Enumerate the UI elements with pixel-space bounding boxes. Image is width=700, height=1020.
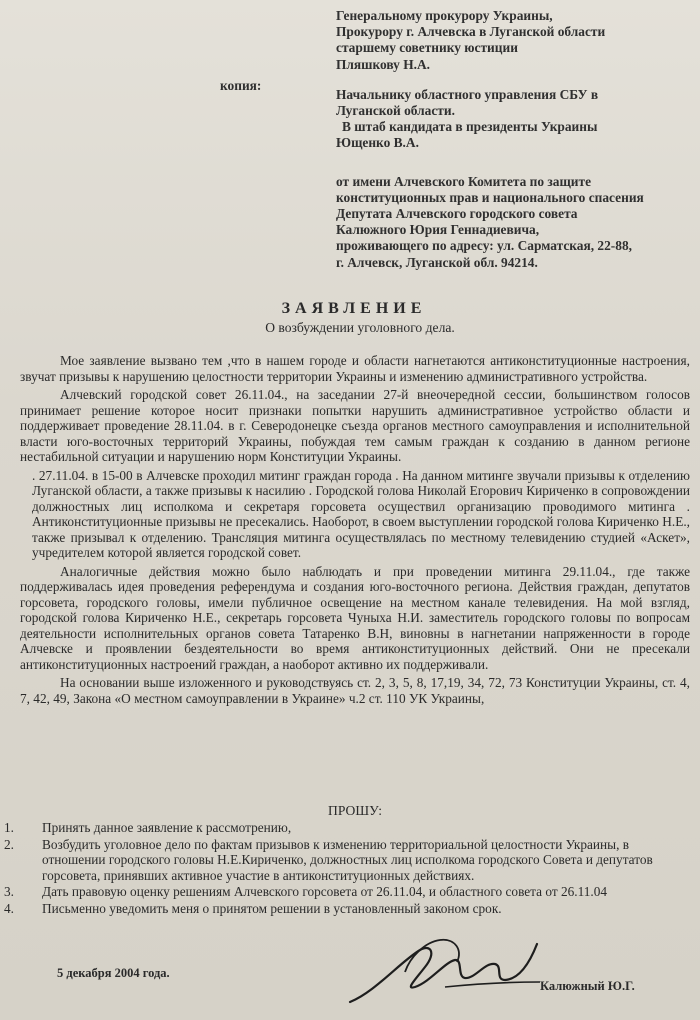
addressee-block <box>336 8 696 271</box>
list-item <box>0 884 680 900</box>
addressee-line: Прокурору г. Алчевска в Луганской области <box>336 24 606 40</box>
list-item <box>0 837 680 884</box>
copy-line: В штаб кандидата в президенты Украины <box>342 119 598 135</box>
body-paragraph: Аналогичные действия можно было наблюдать и при проведении митинга 29.11.04., где также поддерживалась идея проведения референдума и создания юго-восточного региона. Действия граждан, депутатов горсовета, городского головы, имели публичное освещение на местном канале телевидения. На мой взгляд, городской голова Кириченко Н.Е., секретарь горсовета Чуныха Н.И. заместитель городского головы по вопросам деятельности исполнительных органов совета Татаренко В.Н, виновны в нагнетании напряженности в городе Алчевске и проявлении бездеятельности во время антиконституционных действий. Они не пресекали антиконституционных настроений граждан, а наоборот активно их поддерживали. <box>20 563 690 672</box>
list-item <box>0 901 680 917</box>
from-line: проживающего по адресу: ул. Сарматская, 22-88, <box>336 238 632 254</box>
addressee-line: Пляшкову Н.А. <box>336 56 430 72</box>
body-paragraph: . 27.11.04. в 15-00 в Алчевске проходил митинг граждан города . На данном митинге звучали призывы к отделению Луганской области, а также призывы к насилию . Городской голова Николай Егорович Кириченко в сопровождении должностных лиц исполкома и секретаря горсовета осуществил организацию проводимого митинга . Антиконституционные призывы не пресекались. Наоборот, в своем выступлении городской голова Кириченко Н.Е., также призывал к отделению. Трансляция митинга осуществлялась по местному телевидению студией «Аскет», учредителем которой является городской совет. <box>32 467 690 560</box>
copy-line: Начальнику областного управления СБУ в <box>336 86 599 102</box>
addressee-line: Генеральному прокурору Украины, <box>336 8 553 23</box>
list-item-number: 4. <box>4 900 14 916</box>
signer-name: Калюжный Ю.Г. <box>540 979 635 993</box>
handwritten-signature <box>345 932 545 1012</box>
document-body <box>20 353 690 709</box>
from-line: Калюжного Юрия Геннадиевича, <box>336 222 540 238</box>
list-item-number: 2. <box>4 836 14 852</box>
copy-line: Ющенко В.А. <box>336 135 419 151</box>
copy-label: копия: <box>220 78 262 93</box>
list-item <box>0 820 680 836</box>
from-line: от имени Алчевского Комитета по защите <box>336 173 592 189</box>
body-paragraph: На основании выше изложенного и руководствуясь ст. 2, 3, 5, 8, 17,19, 34, 72, 73 Конституции Украины, ст. 4, 7, 42, 49, Закона «О местном самоуправлении в Украине» ч.2 ст. 110 УК Украины, <box>20 675 690 706</box>
body-paragraph: Мое заявление вызвано тем ,что в нашем городе и области нагнетаются антиконституционные настроения, звучат призывы к нарушению целостности территории Украины и изменению административного устройства. <box>20 353 690 384</box>
list-item-text: Принять данное заявление к рассмотрению, <box>42 820 292 835</box>
document-date: 5 декабря 2004 года. <box>57 966 170 980</box>
request-list <box>0 820 680 917</box>
from-line: конституционных прав и национального спасения <box>336 189 644 205</box>
document-title: ЗАЯВЛЕНИЕ <box>281 300 427 317</box>
list-item-text: Возбудить уголовное дело по фактам призывов к изменению территориальной целостности Украины, в отношении городского головы Н.Е.Кириченко, должностных лиц исполкома городского Совета и депутатов горсовета, принявших активное участие в антиконституционных действиях. <box>42 836 653 883</box>
copy-line: Луганской области. <box>336 103 455 119</box>
list-item-number: 3. <box>4 884 14 899</box>
body-paragraph: Алчевский городской совет 26.11.04., на заседании 27-й внеочередной сессии, большинством голосов принимает решение которое носит признаки попытки нарушить административное устройство области и поддерживает проведение 28.11.04. в г. Северодонецке съезда органов местного самоуправления и исполнительной власти юго-восточных территорий Украины, побуждая тем самым граждан к созданию в данном регионе нестабильной ситуации и нарушению норм Конституции Украины. <box>20 387 690 464</box>
from-line: г. Алчевск, Луганской обл. 94214. <box>336 254 538 270</box>
list-item-number: 1. <box>4 820 14 835</box>
request-heading: ПРОШУ: <box>328 803 382 818</box>
list-item-text: Дать правовую оценку решениям Алчевского горсовета от 26.11.04, и областного совета от 26.11.04 <box>42 884 608 899</box>
from-line: Депутата Алчевского городского совета <box>336 206 578 222</box>
document-subtitle: О возбуждении уголовного дела. <box>265 320 455 335</box>
list-item-text: Письменно уведомить меня о принятом решении в установленный законом срок. <box>42 900 502 916</box>
addressee-line: старшему советнику юстиции <box>336 40 518 56</box>
